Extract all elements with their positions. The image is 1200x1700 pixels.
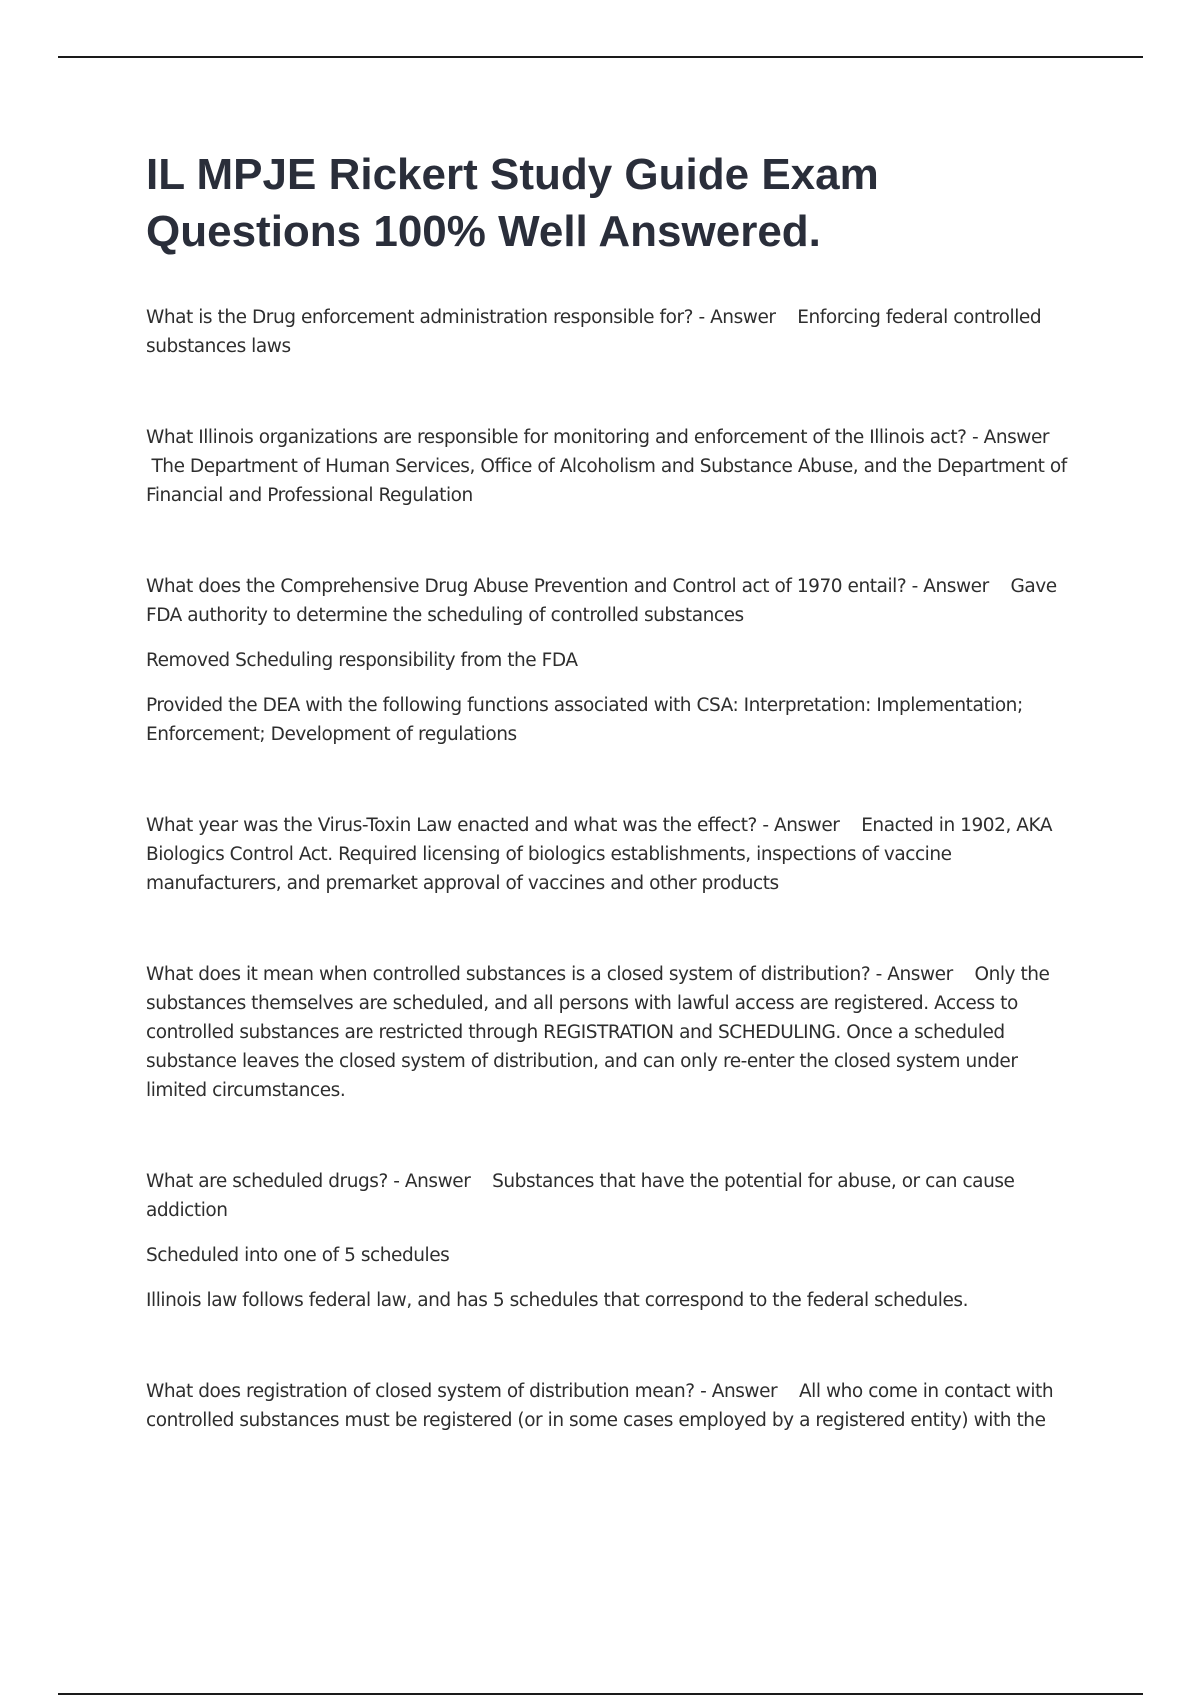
qa-item	[146, 303, 1076, 361]
answer-label: - Answer	[700, 1381, 778, 1402]
answer-label: - Answer	[911, 576, 989, 597]
answer-extra-paragraph: Scheduled into one of 5 schedules	[146, 1245, 450, 1266]
qa-paragraph	[146, 1377, 1076, 1435]
qa-paragraph	[146, 572, 1076, 630]
answer-text: The Department of Human Services, Office of Alcoholism and Substance Abuse, and the Department of Financial and Professional Regulation	[146, 456, 1067, 506]
answer-text: Substances that have the potential for abuse, or can cause addiction	[146, 1171, 1015, 1221]
qa-paragraph	[146, 811, 1076, 898]
document-body	[146, 303, 1076, 1497]
qa-paragraph	[146, 960, 1076, 1105]
answer-text: Enacted in 1902, AKA Biologics Control Act. Required licensing of biologics establishments, inspections of vaccine manufacturers, and premarket approval of vaccines and other products	[146, 815, 1053, 894]
qa-item	[146, 423, 1076, 510]
qa-item	[146, 1377, 1076, 1435]
qa-paragraph	[146, 1167, 1076, 1225]
qa-item	[146, 960, 1076, 1105]
answer-extra-paragraph: Removed Scheduling responsibility from the FDA	[146, 650, 578, 671]
qa-item	[146, 1167, 1076, 1315]
qa-paragraph	[146, 423, 1076, 510]
header-rule	[58, 56, 1143, 58]
question-text: What does it mean when controlled substances is a closed system of distribution?	[146, 964, 871, 985]
qa-paragraph	[146, 303, 1076, 361]
page-title: IL MPJE Rickert Study Guide Exam Questions 100% Well Answered.	[146, 150, 879, 256]
question-text: What does registration of closed system of distribution mean?	[146, 1381, 695, 1402]
answer-extra-paragraph: Provided the DEA with the following functions associated with CSA: Interpretation: Implementation; Enforcement; Development of regulations	[146, 695, 1023, 745]
answer-label: - Answer	[762, 815, 840, 836]
question-text: What is the Drug enforcement administration responsible for?	[146, 307, 693, 328]
answer-text: Enforcing federal controlled substances laws	[146, 307, 1042, 357]
qa-item	[146, 811, 1076, 898]
answer-text: All who come in contact with controlled substances must be registered (or in some cases employed by a registered entity) with the	[146, 1381, 1054, 1431]
footer-rule	[58, 1693, 1143, 1695]
question-text: What year was the Virus-Toxin Law enacted and what was the effect?	[146, 815, 757, 836]
qa-item	[146, 572, 1076, 749]
answer-text: Gave FDA authority to determine the scheduling of controlled substances	[146, 576, 1057, 626]
question-text: What are scheduled drugs?	[146, 1171, 388, 1192]
answer-label: - Answer	[875, 964, 953, 985]
answer-label: - Answer	[698, 307, 776, 328]
answer-text: Only the substances themselves are scheduled, and all persons with lawful access are registered. Access to controlled substances are restricted through REGISTRATION and SCHEDULING. Once a scheduled substance leaves the closed system of distribution, and can only re-enter the closed system under limited circumstances.	[146, 964, 1050, 1101]
answer-label: - Answer	[393, 1171, 471, 1192]
question-text: What does the Comprehensive Drug Abuse Prevention and Control act of 1970 entail?	[146, 576, 907, 597]
answer-extra-paragraph: Illinois law follows federal law, and has 5 schedules that correspond to the federal schedules.	[146, 1290, 969, 1311]
answer-label: - Answer	[971, 427, 1050, 448]
question-text: What Illinois organizations are responsible for monitoring and enforcement of the Illinois act?	[146, 427, 967, 448]
